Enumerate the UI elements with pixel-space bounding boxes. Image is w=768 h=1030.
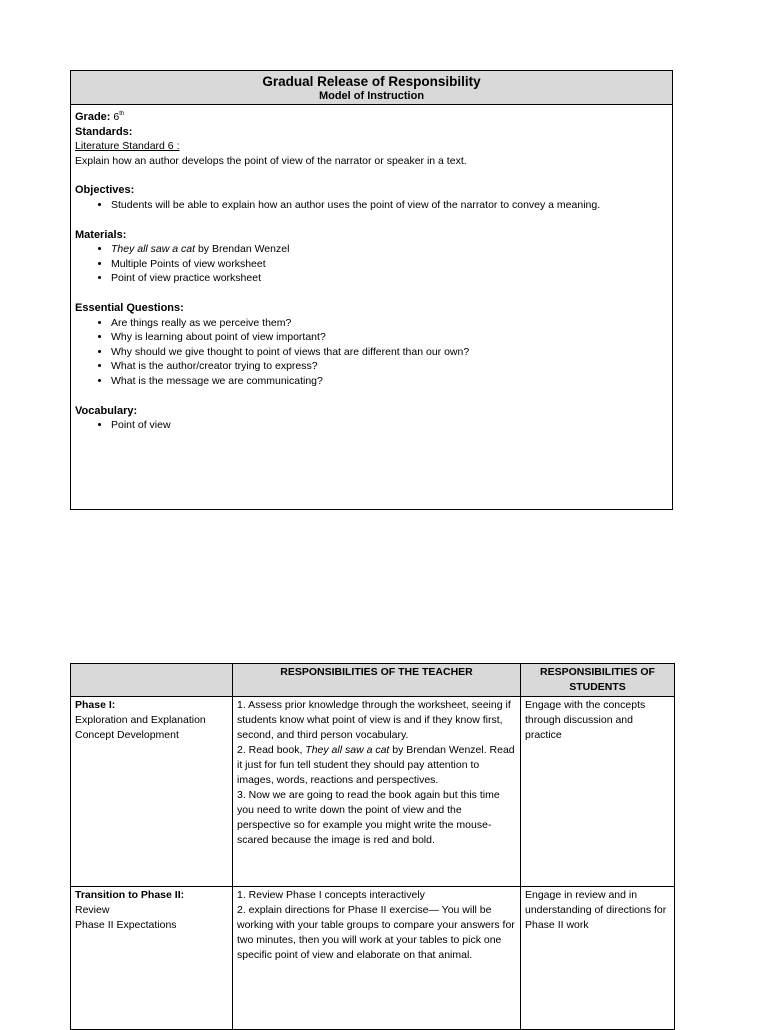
phase-cell bbox=[71, 697, 233, 887]
header-cell bbox=[71, 664, 233, 697]
list-item: • Why is learning about point of view important? bbox=[111, 330, 668, 345]
standard-text: Explain how an author develops the point of view of the narrator or speaker in a text. bbox=[75, 154, 467, 167]
teacher-cell bbox=[233, 887, 521, 1030]
step-text: 2. Read book, bbox=[237, 744, 306, 756]
essential-questions-list bbox=[75, 316, 668, 389]
table-header-row bbox=[71, 664, 675, 697]
teacher-cell bbox=[233, 697, 521, 887]
document-subtitle: Model of Instruction bbox=[318, 90, 425, 102]
materials-label: Materials: bbox=[75, 228, 127, 241]
list-item: • Are things really as we perceive them? bbox=[111, 316, 668, 331]
table-row bbox=[71, 887, 675, 1030]
list-item: • Why should we give thought to point of views that are different than our own? bbox=[111, 345, 668, 360]
standard-name: Literature Standard 6 : bbox=[75, 140, 180, 153]
lesson-details bbox=[71, 105, 672, 435]
phase-line: Exploration and Explanation bbox=[75, 714, 206, 726]
book-title: They all saw a cat bbox=[111, 243, 196, 256]
phase-line: Phase II Expectations bbox=[75, 919, 177, 931]
lesson-header bbox=[71, 71, 672, 105]
responsibilities-table bbox=[70, 663, 675, 1030]
essential-questions-label: Essential Questions: bbox=[75, 301, 184, 314]
teacher-step: 1. Assess prior knowledge through the worksheet, seeing if students know what point of view is and if they know first, second, and third person vocabulary. bbox=[237, 699, 511, 741]
grade-value: 6 bbox=[113, 111, 120, 123]
objectives-label: Objectives: bbox=[75, 184, 135, 197]
list-item: • Point of view bbox=[111, 418, 668, 433]
list-item: • What is the message we are communicating? bbox=[111, 374, 668, 389]
list-item: • Point of view practice worksheet bbox=[111, 271, 668, 286]
phase-name: Transition to Phase II: bbox=[75, 889, 185, 901]
teacher-step: 1. Review Phase I concepts interactively bbox=[237, 889, 425, 901]
teacher-step: 3. Now we are going to read the book again but this time you need to write down the point of view and the perspective so for example you might write the mouse- scared because the image is red and bold. bbox=[237, 789, 500, 846]
table-row bbox=[71, 697, 675, 887]
phase-line: Concept Development bbox=[75, 729, 179, 741]
teacher-step: 2. explain directions for Phase II exercise— You will be working with your table groups to compare your answers for two minutes, then you will work at your tables to pick one specific point of view and elaborate on that animal. bbox=[237, 904, 515, 961]
list-item: • Students will be able to explain how an author uses the point of view of the narrator to convey a meaning. bbox=[111, 198, 668, 213]
vocabulary-list bbox=[75, 418, 668, 433]
book-title: They all saw a cat bbox=[305, 744, 390, 756]
lesson-info-box bbox=[70, 70, 673, 510]
step-text: by Brendan Wenzel. Read it just for fun tell student they should pay attention to images, words, reactions and perspectives. bbox=[237, 744, 515, 786]
header-cell: RESPONSIBILITIES OF THE TEACHER bbox=[233, 664, 521, 697]
list-item: • What is the author/creator trying to express? bbox=[111, 359, 668, 374]
list-item bbox=[111, 242, 668, 257]
list-item: • Multiple Points of view worksheet bbox=[111, 257, 668, 272]
grade-superscript: th bbox=[119, 111, 125, 117]
phase-cell bbox=[71, 887, 233, 1030]
teacher-step bbox=[237, 743, 516, 788]
book-author: by Brendan Wenzel bbox=[195, 243, 290, 256]
phase-line: Review bbox=[75, 904, 110, 916]
grade-label: Grade: bbox=[75, 111, 111, 123]
standards-label: Standards: bbox=[75, 125, 133, 138]
students-cell: Engage in review and in understanding of directions for Phase II work bbox=[521, 887, 675, 1030]
vocabulary-label: Vocabulary: bbox=[75, 404, 138, 417]
document-title: Gradual Release of Responsibility bbox=[262, 74, 481, 89]
materials-list bbox=[75, 242, 668, 286]
header-cell: RESPONSIBILITIES OF STUDENTS bbox=[521, 664, 675, 697]
grade-line bbox=[75, 107, 668, 125]
students-cell: Engage with the concepts through discussion and practice bbox=[521, 697, 675, 887]
phase-name: Phase I: bbox=[75, 699, 116, 711]
objectives-list bbox=[75, 198, 668, 213]
